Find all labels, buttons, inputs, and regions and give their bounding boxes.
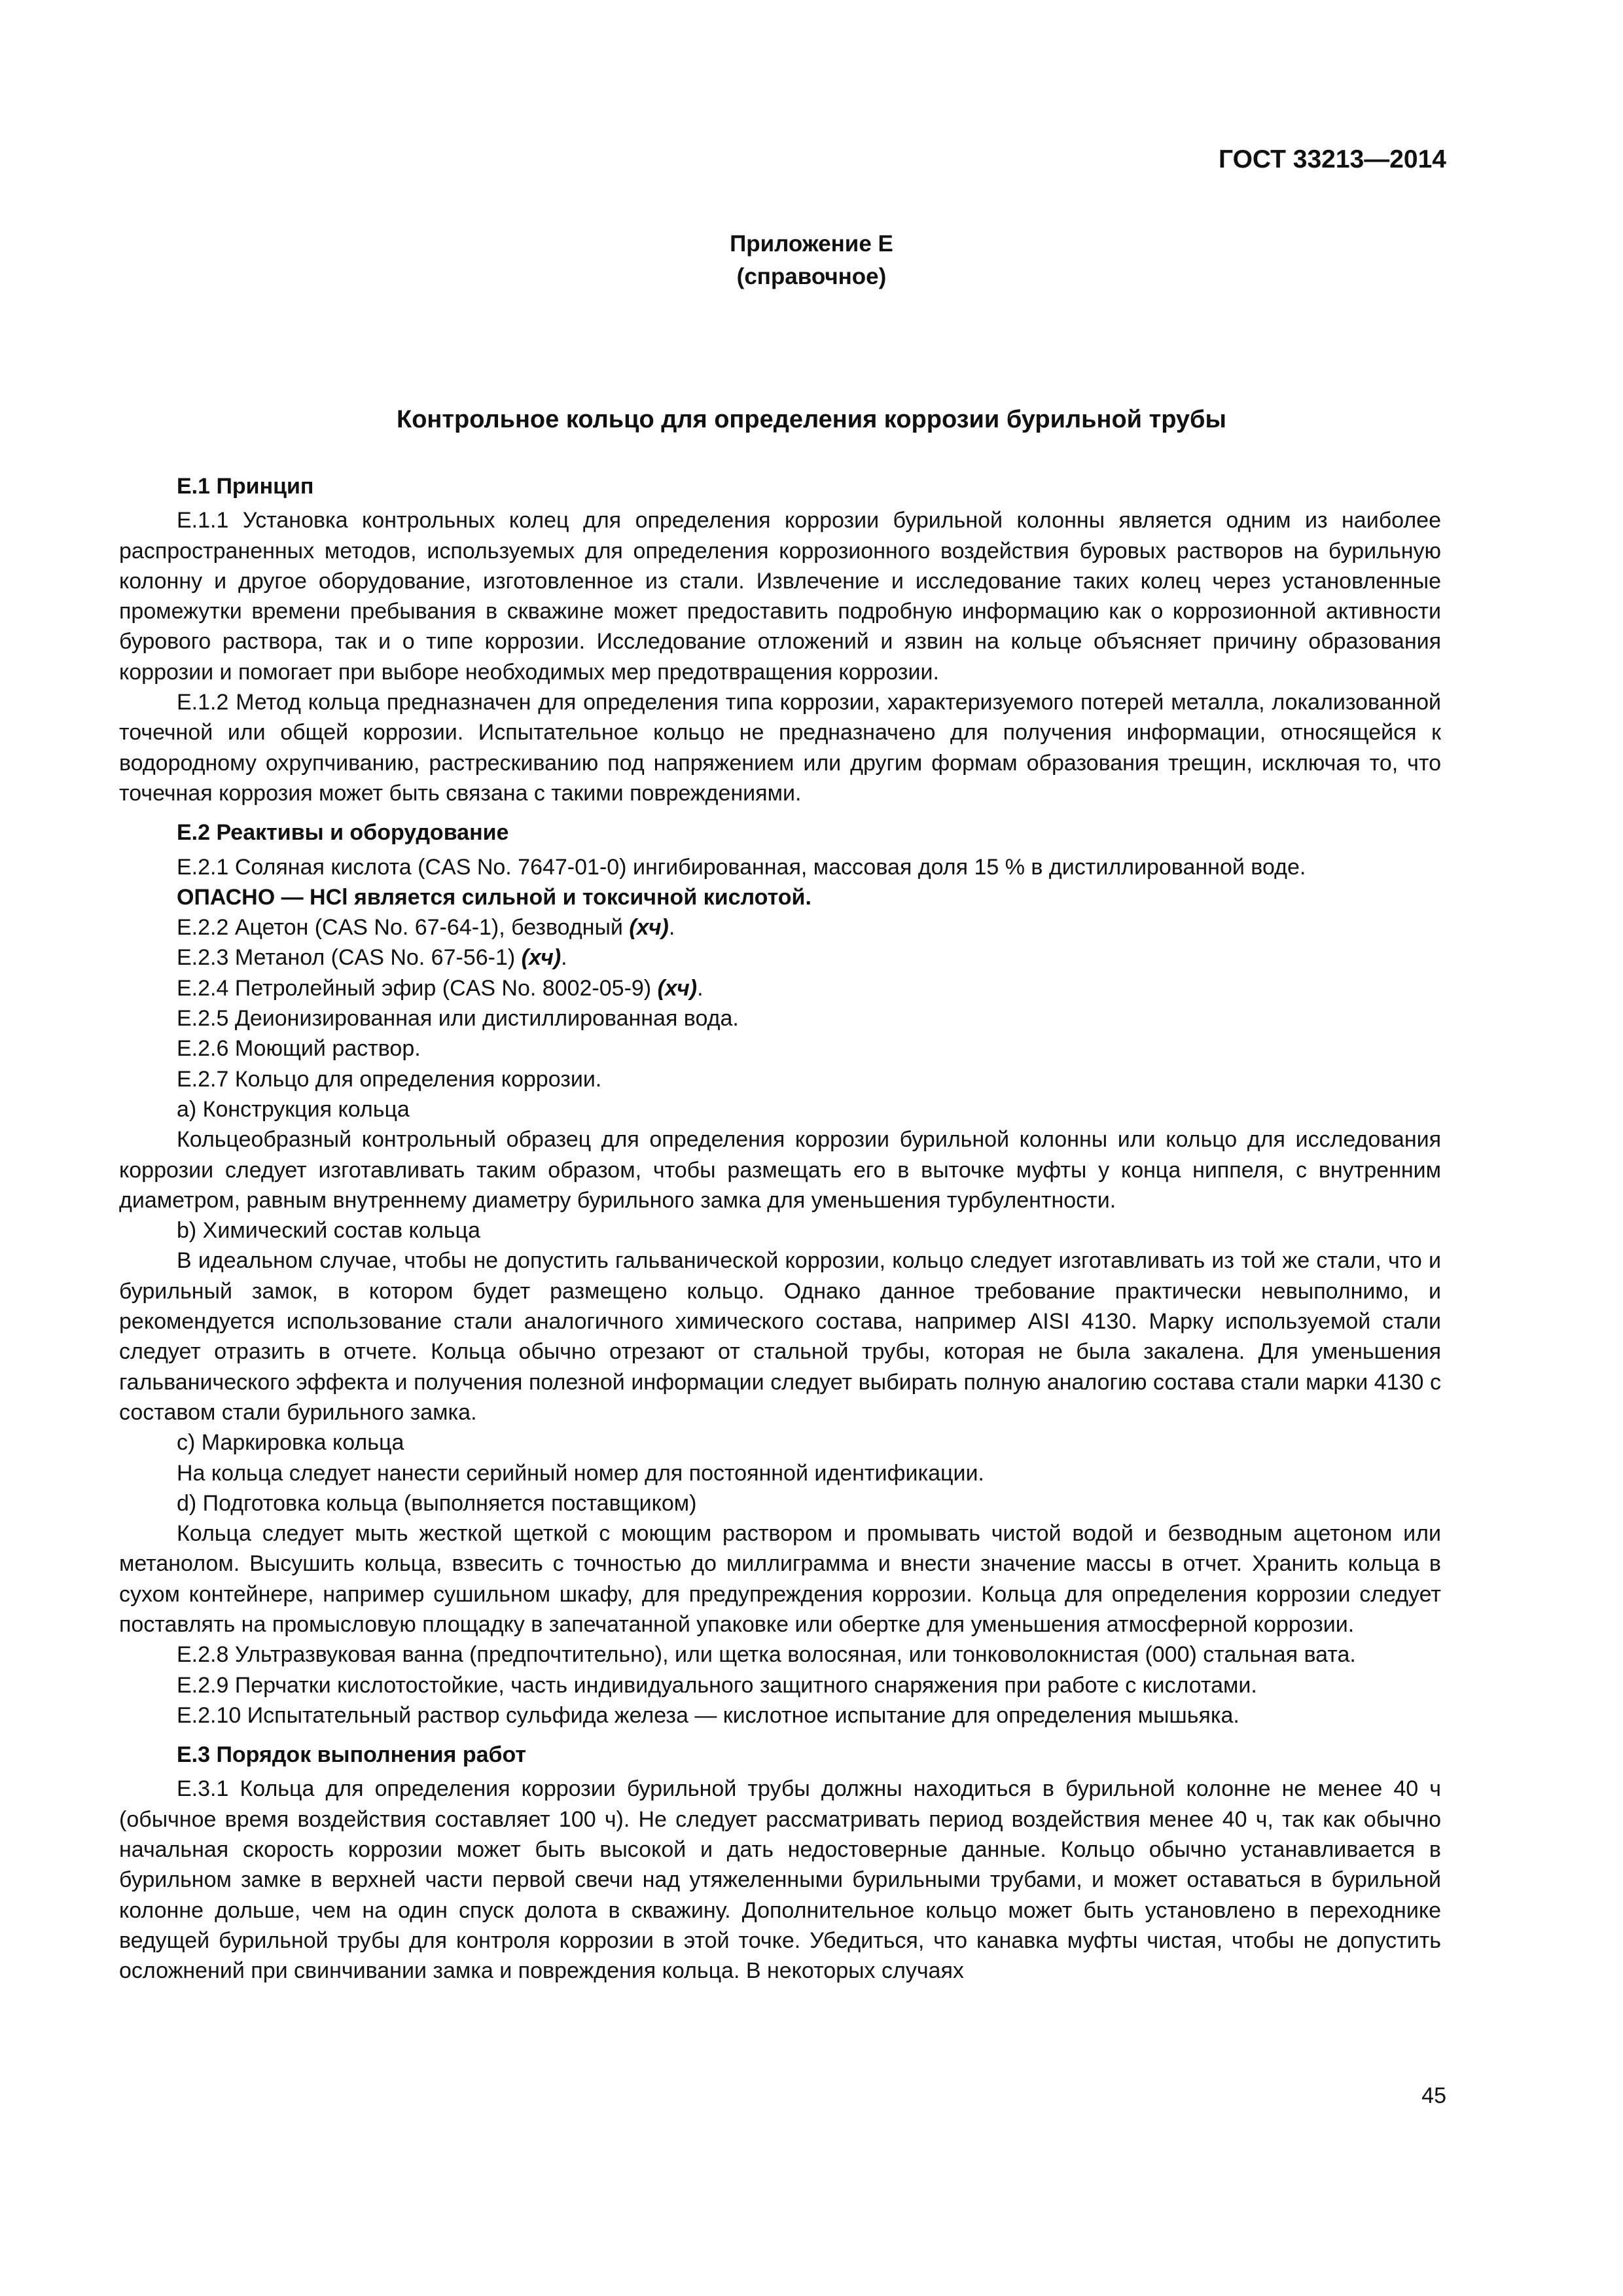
standard-number: ГОСТ 33213—2014 xyxy=(1219,145,1446,173)
item-e2-5: Е.2.5 Деионизированная или дистиллированная вода. xyxy=(177,1006,739,1031)
section-e3-heading: Е.3 Порядок выполнения работ xyxy=(177,1742,527,1768)
item-period: . xyxy=(561,945,567,971)
annex-heading: Контрольное кольцо для определения коррозии бурильной трубы xyxy=(397,406,1226,433)
item-e2-7: Е.2.7 Кольцо для определения коррозии. xyxy=(177,1066,602,1092)
document-body xyxy=(119,471,1441,1986)
subitem-a-text: Кольцеобразный контрольный образец для определения коррозии бурильной колонны или кольцо для исследования коррозии следует изготавливать таким образом, чтобы размещать его в выточке муфты у конца ниппеля, с внутренним диаметром, равным внутреннему диаметру бурильного замка для уменьшения турбулентности. xyxy=(119,1127,1441,1213)
item-e2-4 xyxy=(119,973,1441,1003)
item-period: . xyxy=(697,975,704,1001)
item-e2-4-text: Е.2.4 Петролейный эфир (CAS No. 8002-05-9) xyxy=(177,975,658,1001)
paragraph-e3-1: Е.3.1 Кольца для определения коррозии бурильной трубы должны находиться в бурильной колонне не менее 40 ч (обычное время воздействия составляет 100 ч). Не следует рассматривать период воздействия менее 40 ч, так как обычно начальная скорость коррозии может быть высокой и дать недостоверные данные. Кольцо обычно устанавливается в бурильном замке в верхней части первой свечи над утяжеленными бурильными трубами, и может оставаться в бурильной колонне дольше, чем на один спуск долота в скважину. Дополнительное кольцо может быть установлено в переходнике ведущей бурильной трубы для контроля коррозии в этой точке. Убедиться, что канавка муфты чистая, чтобы не допустить осложнений при свинчивании замка и повреждения кольца. В некоторых случаях xyxy=(119,1776,1441,1984)
item-e2-3 xyxy=(119,942,1441,973)
item-e2-10: Е.2.10 Испытательный раствор сульфида железа — кислотное испытание для определения мышьяка. xyxy=(177,1702,1240,1728)
section-e1-heading: Е.1 Принцип xyxy=(177,474,314,499)
reagent-grade-mark: (хч) xyxy=(629,915,669,941)
subitem-d-text: Кольца следует мыть жесткой щеткой с моющим раствором и промывать чистой водой и безводным ацетоном или метанолом. Высушить кольца, взвесить с точностью до миллиграмма и внести значение массы в отчет. Хранить кольца в сухом контейнере, например сушильном шкафу, для предупреждения коррозии. Кольца для определения коррозии следует поставлять на промысловую площадку в запечатанной упаковке или обертке для уменьшения атмосферной коррозии. xyxy=(119,1521,1441,1637)
subitem-c-title: c) Маркировка кольца xyxy=(177,1430,404,1456)
item-e2-6: Е.2.6 Моющий раствор. xyxy=(177,1036,421,1062)
page-number: 45 xyxy=(1421,2083,1446,2108)
paragraph-e1-2: Е.1.2 Метод кольца предназначен для определения типа коррозии, характеризуемого потерей металла, локализованной точечной или общей коррозии. Испытательное кольцо не предназначено для получения информации, относящейся к водородному охрупчиванию, растрескиванию под напряжением или другим формам образования трещин, исключая то, что точечная коррозия может быть связана с такими повреждениями. xyxy=(119,690,1441,806)
annex-title-line2: (справочное) xyxy=(736,264,887,289)
reagent-grade-mark: (хч) xyxy=(657,975,698,1001)
subitem-b-title: b) Химический состав кольца xyxy=(177,1218,480,1244)
item-e2-3-text: Е.2.3 Метанол (CAS No. 67-56-1) xyxy=(177,945,522,971)
paragraph-e1-1: Е.1.1 Установка контрольных колец для определения коррозии бурильной колонны является одним из наиболее распространенных методов, используемых для определения коррозионного воздействия буровых растворов на бурильную колонну и другое оборудование, изготовленное из стали. Извлечение и исследование таких колец через установленные промежутки времени пребывания в скважине может предоставить подробную информацию как о коррозионной активности бурового раствора, так и о типе коррозии. Исследование отложений и язвин на кольце объясняет причину образования коррозии и помогает при выборе необходимых мер предотвращения коррозии. xyxy=(119,508,1441,685)
section-e2-heading: Е.2 Реактивы и оборудование xyxy=(177,820,509,846)
item-e2-9: Е.2.9 Перчатки кислотостойкие, часть индивидуального защитного снаряжения при работе с кислотами. xyxy=(177,1672,1257,1698)
subitem-d-title: d) Подготовка кольца (выполняется поставщиком) xyxy=(177,1490,697,1516)
subitem-a-title: a) Конструкция кольца xyxy=(177,1096,410,1122)
warning-text: ОПАСНО — HCl является сильной и токсичной кислотой. xyxy=(177,884,812,910)
annex-title-line1: Приложение Е xyxy=(730,231,893,257)
reagent-grade-mark: (хч) xyxy=(521,945,562,971)
annex-label xyxy=(0,228,1623,293)
item-period: . xyxy=(668,915,675,941)
item-e2-2 xyxy=(119,912,1441,942)
subitem-c-text: На кольца следует нанести серийный номер для постоянной идентификации. xyxy=(177,1460,984,1486)
subitem-b-text: В идеальном случае, чтобы не допустить гальванической коррозии, кольцо следует изготавливать из той же стали, что и бурильный замок, в котором будет размещено кольцо. Однако данное требование практически невыполнимо, и рекомендуется использование стали аналогичного химического состава, например AISI 4130. Марку используемой стали следует отразить в отчете. Кольца обычно отрезают от стальной трубы, которая не была закалена. Для уменьшения гальванического эффекта и получения полезной информации следует выбирать полную аналогию состава стали марки 4130 с составом стали бурильного замка. xyxy=(119,1248,1441,1425)
item-e2-1: Е.2.1 Соляная кислота (CAS No. 7647-01-0) ингибированная, массовая доля 15 % в дистиллированной воде. xyxy=(177,854,1306,880)
item-e2-2-text: Е.2.2 Ацетон (CAS No. 67-64-1), безводный xyxy=(177,915,630,941)
item-e2-8: Е.2.8 Ультразвуковая ванна (предпочтительно), или щетка волосяная, или тонковолокнистая (000) стальная вата. xyxy=(177,1642,1356,1668)
